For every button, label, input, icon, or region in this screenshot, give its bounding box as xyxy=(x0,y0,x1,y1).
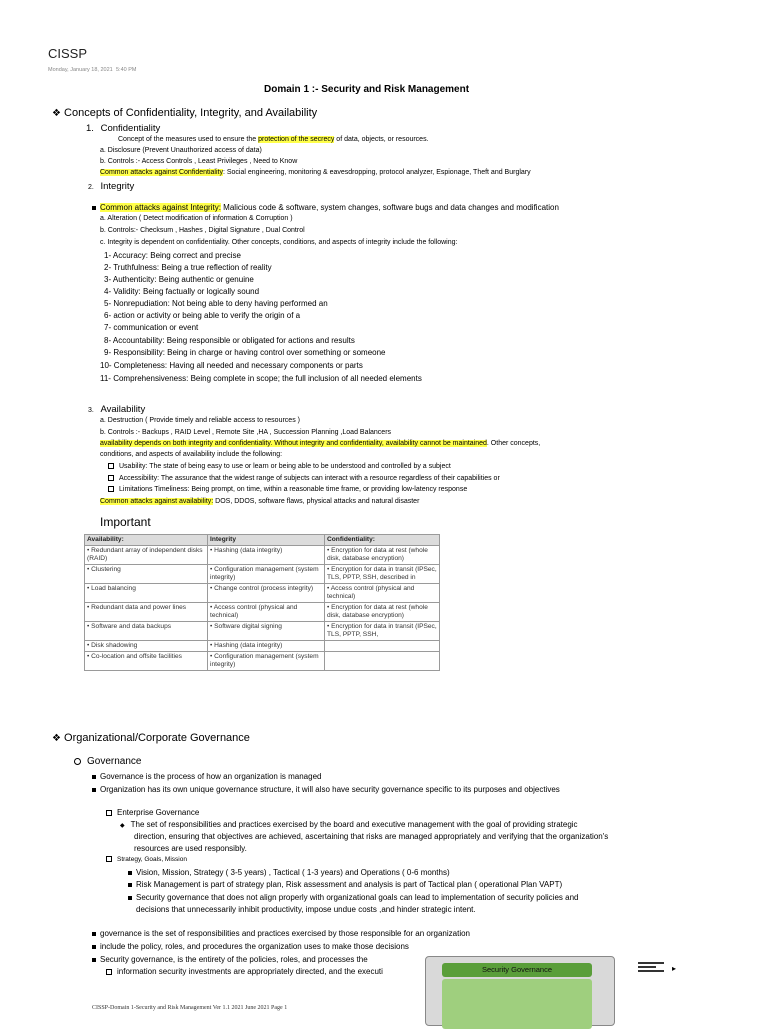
list-item: 2- Truthfulness: Being a true reflection of reality xyxy=(104,263,272,272)
bullet-icon xyxy=(92,775,96,779)
list-item: 10- Completeness: Having all needed and necessary components or parts xyxy=(100,361,363,370)
governance-def-sub xyxy=(106,967,383,976)
strategy-bullet-3-line2: decisions that unnecessarily inhibit productivity, impose undue costs ,and hinder strategic intent. xyxy=(136,905,476,914)
diamond-bullet-icon: ❖ xyxy=(52,108,61,119)
table-header-cell: Integrity xyxy=(208,535,325,546)
governance-def-bullet-1 xyxy=(92,929,470,938)
table-cell: • Redundant data and power lines xyxy=(85,603,208,622)
concept-text: Concept of the measures used to ensure the xyxy=(118,136,259,143)
confidentiality-concept xyxy=(118,136,429,143)
square-bullet-icon xyxy=(108,463,114,469)
integrity-c: c. Integrity is dependent on confidentiality. Other concepts, conditions, and aspects of integrity include the following: xyxy=(100,239,458,246)
square-bullet-icon xyxy=(106,810,112,816)
square-bullet-icon xyxy=(106,856,112,862)
concept-text-end: of data, objects, or resources. xyxy=(334,136,429,143)
availability-number: 3. xyxy=(88,407,94,414)
confidentiality-number: 1. xyxy=(86,123,94,134)
important-table xyxy=(84,534,440,671)
thumb-line xyxy=(638,970,664,972)
diamond-small-icon: ◆ xyxy=(120,823,125,829)
table-cell: • Access control (physical and technical) xyxy=(208,603,325,622)
governance-heading xyxy=(74,756,141,767)
list-item: 7- communication or event xyxy=(104,323,199,332)
confidentiality-a: a. Disclosure (Prevent Unauthorized access of data) xyxy=(100,147,262,154)
page-footer: CISSP-Domain 1-Security and Risk Management Ver 1.1 2021 June 2021 Page 1 xyxy=(92,1005,288,1011)
list-item: 6- action or activity or being able to verify the origin of a xyxy=(104,311,301,320)
governance-bullet-2 xyxy=(92,785,560,794)
table-cell: • Clustering xyxy=(85,565,208,584)
enterprise-governance-line3: resources are used responsibly. xyxy=(134,844,247,853)
enterprise-text: The set of responsibilities and practices exercised by the board and executive management with the goal of providing strategic xyxy=(130,820,578,829)
table-row xyxy=(85,546,440,565)
bullet-icon xyxy=(92,788,96,792)
thumb-line xyxy=(638,962,664,964)
list-item: 3- Authenticity: Being authentic or genuine xyxy=(104,275,254,284)
list-item: 11- Comprehensiveness: Being complete in scope; the full inclusion of all needed elements xyxy=(100,374,422,383)
governance-def-text: governance is the set of responsibilities and practices exercised by those responsible for an organization xyxy=(100,929,470,938)
bullet-icon xyxy=(128,883,132,887)
governance-title: Governance xyxy=(87,756,142,767)
integrity-b: b. Controls:- Checksum , Hashes , Digital Signature , Dual Control xyxy=(100,227,305,234)
table-row xyxy=(85,641,440,652)
confidentiality-b: b. Controls :- Access Controls , Least Privileges , Need to Know xyxy=(100,158,298,165)
enterprise-governance-title: Enterprise Governance xyxy=(117,808,200,817)
list-item: 4- Validity: Being factually or logically sound xyxy=(104,287,260,296)
bullet-icon xyxy=(92,958,96,962)
availability-dependency-text: . Other concepts, xyxy=(486,440,541,447)
confidentiality-attacks-text: : Social engineering, monitoring & eavesdropping, protocol analyzer, Espionage, Theft and Burglary xyxy=(222,169,531,176)
strategy-text: Security governance that does not align properly with organizational goals can lead to implementation of security policies and xyxy=(136,893,579,902)
table-cell: • Access control (physical and technical) xyxy=(325,584,440,603)
integrity-heading xyxy=(88,181,134,192)
governance-bullet-1 xyxy=(92,772,321,781)
strategy-heading xyxy=(106,856,187,863)
table-cell: • Co-location and offsite facilities xyxy=(85,652,208,671)
integrity-title: Integrity xyxy=(100,181,135,192)
availability-sub-text: Usability: The state of being easy to use or learn or being able to be understood and controlled by a subject xyxy=(119,463,451,470)
availability-dependency-highlight: availability depends on both integrity and confidentiality. Without integrity and confidentiality, availability cannot be maintained xyxy=(100,440,487,447)
strategy-bullet-3 xyxy=(128,893,578,902)
confidentiality-title: Confidentiality xyxy=(100,123,161,134)
availability-sub-2 xyxy=(108,475,500,482)
diagram-body xyxy=(442,979,592,1029)
domain-heading: Domain 1 :- Security and Risk Management xyxy=(264,84,470,95)
table-row xyxy=(85,584,440,603)
governance-bullet-text: Governance is the process of how an organization is managed xyxy=(100,772,322,781)
availability-sub-text: Limitations Timeliness: Being prompt, on time, within a reasonable time frame, or providing low-latency response xyxy=(119,486,468,493)
strategy-title: Strategy, Goals, Mission xyxy=(117,856,187,863)
table-header-row xyxy=(85,535,440,546)
availability-sub-3 xyxy=(108,486,467,493)
table-cell: • Hashing (data integrity) xyxy=(208,546,325,565)
table-header-cell: Availability: xyxy=(85,535,208,546)
table-cell: • Software digital signing xyxy=(208,622,325,641)
square-bullet-icon xyxy=(106,969,112,975)
table-cell: • Encryption for data in transit (IPSec, TLS, PPTP, SSH, described in xyxy=(325,565,440,584)
availability-dependency xyxy=(100,440,540,447)
section-governance-title: Organizational/Corporate Governance xyxy=(64,732,250,744)
confidentiality-attacks-label: Common attacks against Confidentiality xyxy=(100,169,223,176)
governance-def-bullet-2 xyxy=(92,942,409,951)
confidentiality-heading xyxy=(86,123,160,134)
governance-bullet-text: Organization has its own unique governance structure, it will also have security governance specific to its purposes and objectives xyxy=(100,785,560,794)
integrity-attacks-label: Common attacks against Integrity: xyxy=(100,203,221,212)
thumb-line xyxy=(638,966,656,968)
availability-attacks-label: Common attacks against availability: xyxy=(100,498,214,505)
diamond-bullet-icon: ❖ xyxy=(52,733,61,744)
bullet-icon xyxy=(128,896,132,900)
table-cell: • Change control (process integrity) xyxy=(208,584,325,603)
list-item: 1- Accuracy: Being correct and precise xyxy=(104,251,241,260)
important-heading: Important xyxy=(100,515,151,529)
availability-heading xyxy=(88,404,145,415)
enterprise-governance-line1 xyxy=(120,820,578,829)
table-row xyxy=(85,565,440,584)
availability-sub-1 xyxy=(108,463,451,470)
table-row xyxy=(85,622,440,641)
integrity-attacks-text: Malicious code & software, system changes, software bugs and data changes and modification xyxy=(220,203,559,212)
circle-bullet-icon xyxy=(74,758,81,765)
security-governance-label: Security Governance xyxy=(442,963,592,977)
square-bullet-icon xyxy=(108,486,114,492)
enterprise-governance-heading xyxy=(106,808,199,817)
bullet-icon xyxy=(92,932,96,936)
availability-sub-text: Accessibility: The assurance that the widest range of subjects can interact with a resource regardless of their capabilities or xyxy=(119,475,500,482)
table-row xyxy=(85,603,440,622)
integrity-a: a. Alteration ( Detect modification of information & Corruption ) xyxy=(100,215,293,222)
bullet-icon xyxy=(92,945,96,949)
table-row xyxy=(85,652,440,671)
integrity-attacks xyxy=(92,203,559,212)
list-item: 5- Nonrepudiation: Not being able to deny having performed an xyxy=(104,299,328,308)
table-cell: • Configuration management (system integrity) xyxy=(208,565,325,584)
availability-a: a. Destruction ( Provide timely and reliable access to resources ) xyxy=(100,417,300,424)
table-cell: • Configuration management (system integrity) xyxy=(208,652,325,671)
strategy-bullet-2 xyxy=(128,880,562,889)
arrow-icon: ▸ xyxy=(672,964,677,973)
table-cell: • Encryption for data at rest (whole disk, database encryption) xyxy=(325,546,440,565)
strategy-text: Risk Management is part of strategy plan, Risk assessment and analysis is part of Tactical plan ( operational Plan VAPT) xyxy=(136,880,563,889)
governance-def-bullet-3 xyxy=(92,955,368,964)
enterprise-governance-line2: direction, ensuring that objectives are achieved, ascertaining that risks are managed appropriately and verifying that the organization's xyxy=(134,832,609,841)
table-cell xyxy=(325,641,440,652)
page-date: Monday, January 18, 2021 xyxy=(48,67,113,73)
table-cell: • Encryption for data at rest (whole disk, database encryption) xyxy=(325,603,440,622)
section-cia xyxy=(52,107,317,119)
security-governance-diagram xyxy=(425,956,615,1026)
table-cell xyxy=(325,652,440,671)
list-item: 9- Responsibility: Being in charge or having control over something or someone xyxy=(104,348,386,357)
table-cell: • Encryption for data in transit (IPSec, TLS, PPTP, SSH, xyxy=(325,622,440,641)
availability-dependency-line2: conditions, and aspects of availability include the following: xyxy=(100,451,283,458)
availability-attacks-text: DOS, DDOS, software flaws, physical attacks and natural disaster xyxy=(213,498,420,505)
table-cell: • Redundant array of independent disks (RAID) xyxy=(85,546,208,565)
bullet-icon xyxy=(92,206,96,210)
table-cell: • Disk shadowing xyxy=(85,641,208,652)
governance-def-text: Security governance, is the entirety of the policies, roles, and processes the xyxy=(100,955,368,964)
table-cell: • Load balancing xyxy=(85,584,208,603)
concept-highlight: protection of the secrecy xyxy=(258,136,335,143)
bullet-icon xyxy=(128,871,132,875)
table-header-cell: Confidentiality: xyxy=(325,535,440,546)
confidentiality-attacks xyxy=(100,169,531,176)
thumbnail-icon xyxy=(638,960,664,974)
section-cia-title: Concepts of Confidentiality, Integrity, and Availability xyxy=(64,107,318,119)
strategy-bullet-1 xyxy=(128,868,450,877)
list-item: 8- Accountability: Being responsible or obligated for actions and results xyxy=(104,336,355,345)
governance-def-sub-text: information security investments are appropriately directed, and the executi xyxy=(117,967,383,976)
section-governance xyxy=(52,732,250,744)
table-cell: • Hashing (data integrity) xyxy=(208,641,325,652)
table-cell: • Software and data backups xyxy=(85,622,208,641)
availability-title: Availability xyxy=(100,404,146,415)
page-time: 5:40 PM xyxy=(116,67,137,73)
square-bullet-icon xyxy=(108,475,114,481)
strategy-text: Vision, Mission, Strategy ( 3-5 years) , Tactical ( 1-3 years) and Operations ( 0-6 months) xyxy=(136,868,450,877)
availability-b: b. Controls :- Backups , RAID Level , Remote Site ,HA , Succession Planning ,Load Balancers xyxy=(100,429,392,436)
page-title: CISSP xyxy=(48,46,88,61)
governance-def-text: include the policy, roles, and procedures the organization uses to make those decisions xyxy=(100,942,409,951)
availability-attacks xyxy=(100,498,419,505)
integrity-number: 2. xyxy=(88,184,94,191)
